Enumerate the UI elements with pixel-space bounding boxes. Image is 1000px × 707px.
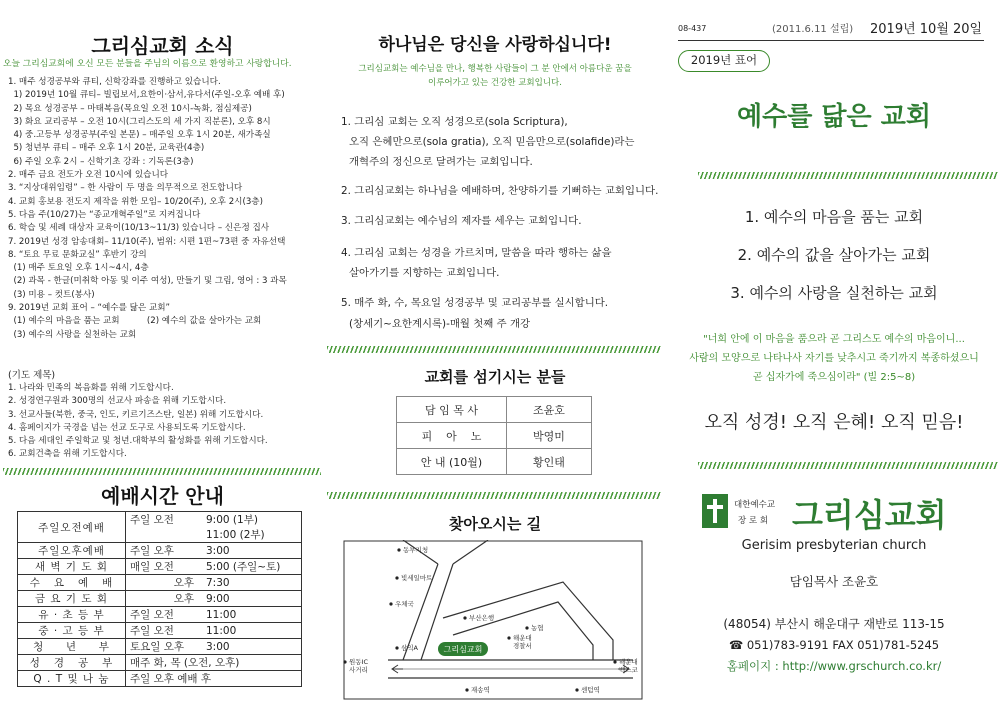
worship-row — [18, 512, 302, 543]
principle-4a: 4. 그리심 교회는 성경을 가르치며, 말씀을 따라 행하는 삶을 — [341, 247, 612, 259]
church-english-name: Gerisim presbyterian church — [741, 538, 927, 553]
worship-time — [126, 607, 302, 623]
map-labels — [343, 545, 638, 694]
news-item: 4. 교회 홍보용 전도지 제작을 위한 모임– 10/20(주), 오후 2시(3층) — [8, 196, 263, 207]
news-item: (1) 예수의 마음을 품는 교회 (2) 예수의 값을 살아가는 교회 — [8, 316, 262, 327]
worship-day: 주일 오전 — [130, 625, 174, 637]
servant-name: 박영미 — [507, 423, 592, 449]
worship-table — [17, 511, 302, 687]
worship-label: 금 요 기 도 회 — [18, 591, 126, 607]
worship-row — [18, 543, 302, 559]
map-dot — [397, 548, 400, 551]
worship-time — [126, 575, 302, 591]
divider — [327, 346, 661, 353]
worship-time — [126, 543, 302, 559]
worship-label: 수 요 예 배 — [18, 575, 126, 591]
worship-hour-2: 11:00 (2부) — [206, 529, 265, 541]
bulletin-code: 08-437 — [678, 24, 707, 33]
news-item: 2. 매주 금요 전도가 오전 10시에 있습니다 — [8, 170, 169, 181]
worship-label: 주일오후예배 — [18, 543, 126, 559]
phone: ☎ 051)783-9191 FAX 051)781-5245 — [728, 638, 940, 652]
verse-line-3: 곧 십자가에 죽으심이라" (빌 2:5~8) — [752, 372, 916, 383]
directions-map — [343, 540, 643, 700]
worship-hour: 9:00 — [206, 593, 230, 605]
prayer-item: 3. 선교사들(북한, 중국, 인도, 키르기즈스탄, 일본) 위해 기도합시다. — [8, 409, 264, 420]
servant-name: 황인태 — [507, 449, 592, 475]
divider — [698, 172, 998, 179]
worship-row — [18, 655, 302, 671]
principle-5b: (창세기~요한계시록)-매월 첫째 주 개강 — [349, 318, 531, 330]
map-label-busan_bank: 부산은행 — [469, 614, 495, 622]
worship-hour: 5:00 (주일~토) — [206, 561, 281, 573]
map-dot — [525, 626, 528, 629]
worship-hour: 3:00 — [206, 641, 230, 653]
servant-role: 피 아 노 — [397, 423, 507, 449]
map-dot — [613, 660, 616, 663]
servant-role: 담 임 목 사 — [397, 397, 507, 423]
map-title: 찾아오시는 길 — [448, 515, 542, 533]
news-item: 7. 2019년 성경 암송대회– 11/10(주), 범위: 시편 1편~73편 중 자유선택 — [8, 236, 286, 247]
news-item: 5) 청년부 큐티 – 매주 오후 1시 20분, 교육관(4층) — [8, 143, 205, 154]
worship-time — [126, 655, 302, 671]
servant-name: 조윤호 — [507, 397, 592, 423]
prayer-list — [8, 382, 268, 462]
servant-row — [397, 397, 592, 423]
principle-3: 3. 그리심교회는 예수님의 제자를 세우는 교회입니다. — [341, 215, 582, 227]
worship-hour: 11:00 — [206, 609, 237, 621]
map-label-haeundae: 벡스코 — [619, 666, 638, 674]
worship-time — [126, 591, 302, 607]
worship-day: 매일 오전 — [130, 561, 174, 573]
worship-day: 주일 오전 — [130, 514, 174, 526]
servant-role: 안 내 (10월) — [397, 449, 507, 475]
news-item: 3. “지상대위임령” – 한 사람이 두 명을 의무적으로 전도합니다 — [8, 183, 243, 194]
news-column — [0, 0, 325, 707]
map-dot — [395, 646, 398, 649]
servant-row — [397, 423, 592, 449]
welcome-text: 오늘 그리심교회에 오신 모든 분들을 주님의 이름으로 환영하고 사랑합니다. — [3, 59, 292, 69]
arrow-left — [392, 665, 403, 673]
divider — [3, 468, 321, 475]
news-item: 9. 2019년 교회 표어 – “예수를 닮은 교회” — [8, 303, 171, 314]
motto-badge: 2019년 표어 — [678, 50, 770, 72]
news-item: (3) 예수의 사랑을 실천하는 교회 — [8, 329, 137, 340]
worship-row — [18, 607, 302, 623]
worship-row — [18, 671, 302, 687]
servants-table — [396, 396, 592, 475]
prayer-item: 1. 나라와 민족의 복음화를 위해 기도합시다. — [8, 383, 174, 393]
prayer-item: 4. 홈페이지가 국경을 넘는 선교 도구로 사용되도록 기도합시다. — [8, 422, 246, 433]
map-label-post: 우체국 — [395, 600, 414, 608]
news-item: (2) 과목 - 한글(미취학 아동 및 이주 여성), 만들기 및 그림, 영어 : 3 과목 — [8, 276, 287, 287]
motto-item-3: 3. 예수의 사랑을 실천하는 교회 — [730, 284, 938, 302]
news-list — [8, 76, 287, 342]
map-dot — [465, 688, 468, 691]
founded-date: (2011.6.11 설립) — [772, 24, 854, 35]
map-dot — [389, 602, 392, 605]
worship-hour: 3:00 — [206, 545, 230, 557]
intro-column — [325, 0, 665, 707]
servants-title: 교회를 섬기시는 분들 — [424, 368, 566, 386]
worship-day: 토요일 오후 — [130, 641, 185, 653]
map-dot — [507, 636, 510, 639]
worship-row — [18, 575, 302, 591]
denomination-2: 장 로 회 — [738, 516, 769, 526]
prayer-item: 2. 성경연구원과 300명의 선교사 파송을 위해 기도합시다. — [8, 396, 227, 407]
slogan: 오직 성경! 오직 은혜! 오직 믿음! — [704, 412, 964, 433]
map-dot — [343, 660, 346, 663]
worship-label: 주일오전예배 — [18, 512, 126, 543]
map-label-sangik: 삼익A — [401, 644, 419, 652]
worship-label: Q . T 및 나 눔 — [18, 671, 126, 687]
denomination-1: 대한예수교 — [734, 500, 776, 510]
intro-line-2: 이루어가고 있는 건강한 교회입니다. — [428, 78, 562, 88]
worship-time — [126, 639, 302, 655]
prayer-title: (기도 제목) — [8, 370, 56, 381]
news-item: 6. 학습 및 세례 대상자 교육이(10/13~11/3) 있습니다 – 신은정 집사 — [8, 223, 270, 234]
prayer-item: 6. 교회건축을 위해 기도합시다. — [8, 449, 127, 460]
intro-line-1: 그리심교회는 예수님을 만나, 행복한 사람들이 그 분 안에서 아름다운 꿈을 — [358, 64, 632, 74]
worship-hour: 9:00 (1부) — [206, 514, 258, 526]
worship-time — [126, 623, 302, 639]
divider — [327, 492, 661, 499]
map-label-centum: 센텀역 — [581, 686, 600, 694]
worship-label: 중 · 고 등 부 — [18, 623, 126, 639]
worship-day: 매주 화, 목 (오전, 오후) — [130, 657, 240, 669]
news-item: 3) 화요 교리공부 – 오전 10시(그리스도의 세 가지 직분론), 오후 8시 — [8, 116, 271, 127]
header-rule — [678, 40, 984, 41]
map-label-wondong: 원동IC — [349, 658, 369, 666]
principle-5a: 5. 매주 화, 수, 목요일 성경공부 및 교리공부를 실시합니다. — [341, 297, 609, 309]
church-marker-label: 그리심교회 — [443, 645, 483, 654]
worship-row — [18, 639, 302, 655]
map-label-dongbu: 동부지청 — [403, 546, 429, 554]
news-item: 1. 매주 성경공부와 큐티, 신학강좌를 진행하고 있습니다. — [8, 77, 221, 87]
map-label-bitsel: 빛세일마트 — [401, 574, 433, 582]
news-item: 6) 주일 오후 2시 – 신학기초 강좌 : 기독론(3층) — [8, 156, 194, 167]
cross-logo-icon — [702, 494, 728, 528]
worship-label: 새 벽 기 도 회 — [18, 559, 126, 575]
map-label-nonghyup: 농협 — [531, 624, 544, 632]
worship-time — [126, 559, 302, 575]
map-label-police: 해운대 — [513, 634, 532, 642]
map-label-wondong: 사거리 — [349, 666, 368, 674]
worship-day: 주일 오후 예배 후 — [130, 673, 212, 685]
worship-row — [18, 559, 302, 575]
news-item: (1) 매주 토요일 오후 1시~4시, 4층 — [8, 263, 149, 274]
verse-line-1: "너희 안에 이 마음을 품으라 곧 그리스도 예수의 마음이니... — [703, 334, 965, 345]
verse-line-2: 사람의 모양으로 나타나사 자기를 낮추시고 죽기까지 복종하셨으니 — [689, 353, 979, 364]
principle-1b: 오직 은혜만으로(sola gratia), 오직 믿음만으로(solafide)라는 — [349, 136, 635, 148]
worship-row — [18, 591, 302, 607]
motto-title: 예수를 닮은 교회 — [737, 102, 931, 132]
principle-2: 2. 그리심교회는 하나님을 예배하며, 찬양하기를 기뻐하는 교회입니다. — [341, 185, 659, 197]
homepage-link[interactable]: 홈페이지 : http://www.grschurch.co.kr/ — [726, 659, 942, 673]
worship-row — [18, 623, 302, 639]
church-column — [668, 0, 1000, 707]
bulletin-date: 2019년 10월 20일 — [870, 22, 983, 37]
news-item: (3) 미용 – 컷트(봉사) — [8, 289, 95, 300]
map-dot — [575, 688, 578, 691]
map-label-haeundae: 해운대 — [619, 658, 638, 666]
news-item: 8. “토요 무료 문화교실” 후반기 강의 — [8, 249, 147, 260]
servant-row — [397, 449, 592, 475]
worship-day: 오후 — [173, 577, 194, 589]
worship-hour: 11:00 — [206, 625, 237, 637]
worship-day: 오후 — [173, 593, 194, 605]
worship-hour: 7:30 — [206, 577, 230, 589]
news-title: 그리심교회 소식 — [91, 34, 234, 58]
principle-4b: 살아가기를 지향하는 교회입니다. — [349, 267, 500, 279]
worship-day: 주일 오후 — [130, 545, 174, 557]
news-item: 1) 2019년 10월 큐티– 빌립보서,요한이·삼서,유다서(주일-오후 예배 후) — [8, 90, 285, 101]
divider — [698, 462, 998, 469]
map-dot — [395, 576, 398, 579]
principle-1a: 1. 그리심 교회는 오직 성경으로(sola Scriptura), — [341, 116, 568, 128]
map-dot — [463, 616, 466, 619]
motto-item-2: 2. 예수의 값을 살아가는 교회 — [737, 246, 931, 264]
church-name-logo: 그리심교회 — [792, 496, 947, 534]
pastor: 담임목사 조윤호 — [789, 574, 879, 589]
news-item: 4) 중.고등부 성경공부(주일 본문) – 매주일 오후 1시 20분, 새가족실 — [8, 130, 271, 141]
map-label-jaesong: 재송역 — [471, 686, 490, 694]
worship-title: 예배시간 안내 — [101, 484, 224, 508]
love-title: 하나님은 당신을 사랑하십니다! — [378, 35, 612, 55]
prayer-item: 5. 다음 세대인 주일학교 및 청년.대학부의 활성화를 위해 기도합시다. — [8, 436, 268, 447]
worship-day: 주일 오전 — [130, 609, 174, 621]
news-item: 2) 목요 성경공부 – 마태복음(목요일 오전 10시-녹화, 점심제공) — [8, 103, 252, 114]
principle-1c: 개혁주의 정신으로 달려가는 교회입니다. — [349, 156, 533, 168]
worship-time — [126, 512, 302, 543]
worship-label: 유 · 초 등 부 — [18, 607, 126, 623]
motto-item-1: 1. 예수의 마음을 품는 교회 — [744, 208, 924, 226]
worship-label: 성 경 공 부 — [18, 655, 126, 671]
map-label-police: 경찰서 — [513, 642, 532, 650]
address: (48054) 부산시 해운대구 재반로 113-15 — [723, 617, 945, 631]
worship-time — [126, 671, 302, 687]
worship-label: 청 년 부 — [18, 639, 126, 655]
news-item: 5. 다음 주(10/27)는 “종교개혁주일”로 지켜집니다 — [8, 209, 201, 220]
